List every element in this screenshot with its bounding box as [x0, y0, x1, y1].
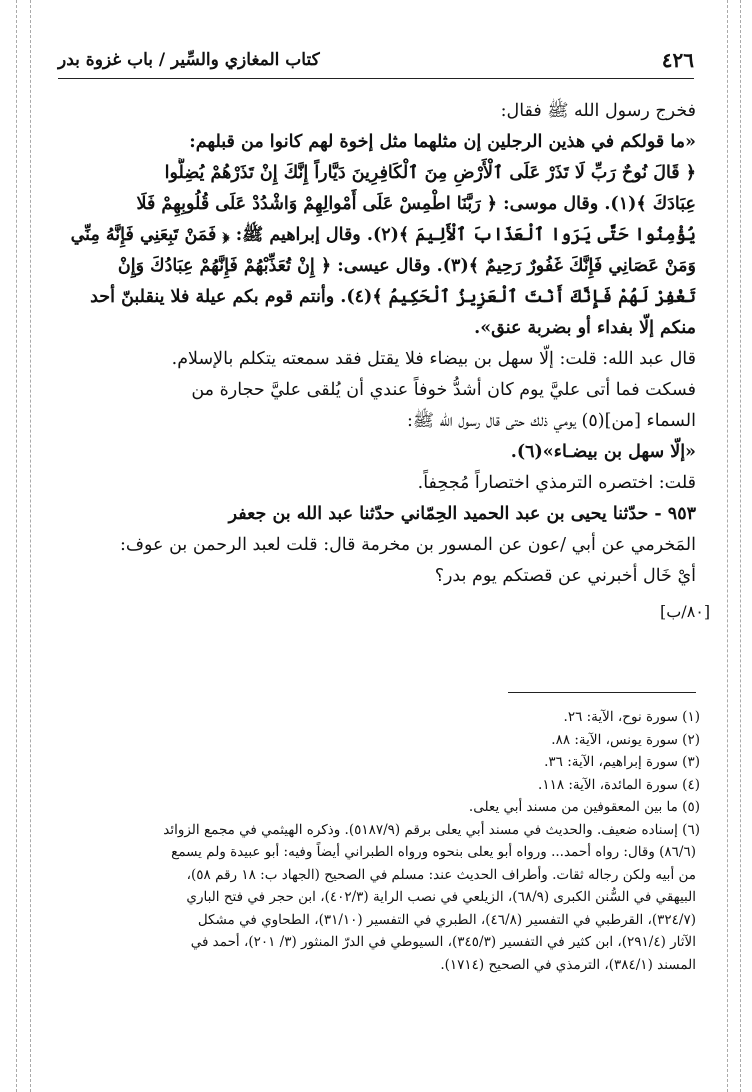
text-line: ﴿ قَالَ نُوحٌ رَبِّ لَا تَذَرْ عَلَى ٱلْأَرْضِ مِنَ ٱلْكَافِرِينَ دَيَّاراً إِنَّكَ إِنْ تَذَرْهُمْ يُضِلُّوا — [164, 163, 696, 183]
footnote-continuation: الآثار (٢٩١/٤)، ابن كثير في التفسير (٣٤٥/٣)، السيوطي في الدرّ المنثور (٣/ ٢٠١)، أحمد في — [190, 934, 696, 950]
scan-guide-line — [30, 0, 31, 1092]
footnote: (٥) ما بين المعقوفين من مسند أبي يعلى. — [468, 799, 700, 815]
text-line: السماء [من](٥) يومي ذلك حتى قال رسول الله ﷺ: — [407, 411, 696, 431]
text-line: وَمَنْ عَصَانِي فَإِنَّكَ غَفُورٌ رَحِيمٌ ﴾(٣). وقال عيسى: ﴿ إِنْ تُعَذِّبْهُمْ فَإِنَّهُمْ عِبَادُكَ وَإِنْ — [117, 256, 696, 276]
page-number: ٤٢٦ — [661, 48, 694, 72]
text-line: عِبَادَكَ ﴾(١). وقال موسى: ﴿ رَبَّنَا اطْمِسْ عَلَى أَمْوالِهِمْ وَاشْدُدْ عَلَى قُلُوبِهِمْ فَلَا — [136, 194, 696, 214]
text-line: منكم إلّا بفداء أو بضربة عنق». — [474, 318, 696, 338]
footnote: (٤) سورة المائدة، الآية: ١١٨. — [538, 776, 700, 793]
footnote: (١) سورة نوح، الآية: ٢٦. — [563, 709, 700, 725]
running-title: كتاب المغازي والسِّير / باب غزوة بدر — [58, 50, 320, 70]
page-header — [58, 48, 694, 79]
scan-guide-line — [740, 0, 741, 1092]
footnote-separator — [508, 692, 696, 693]
footnote-continuation: المسند (٣٨٤/١)، الترمذي في الصحيح (١٧١٤). — [440, 956, 696, 973]
manuscript-folio-ref: [٨٠/ب] — [660, 602, 711, 621]
footnote-continuation: من أبيه ولكن رجاله ثقات. وأطراف الحديث عند: مسلم في الصحيح (الجهاد ب: ١٨ رقم ٥٨)، — [186, 866, 696, 883]
text-line: «ما قولكم في هذين الرجلين إن مثلهما مثل إخوة لهم كانوا من قبلهم: — [189, 132, 696, 152]
scan-guide-line — [16, 0, 17, 1092]
hadith-number-line: ٩٥٣ - حدّثنا يحيى بن عبد الحميد الحِمّاني حدّثنا عبد الله بن جعفر — [228, 504, 696, 524]
footnote: (٦) إسناده ضعيف. والحديث في مسند أبي يعلى برقم (٥١٨٧/٩). وذكره الهيثمي في مجمع الزوائد — [163, 821, 700, 838]
footnotes — [60, 706, 700, 976]
text-line: فسكت فما أتى عليَّ يوم كان أشدُّ خوفاً عندي أن يُلقى عليَّ حجارة من — [191, 380, 696, 400]
footnote-continuation: (٨٦/٦) وقال: رواه أحمد... ورواه أبو يعلى بنحوه ورواه الطبراني أيضاً وفيه: أبو عبيدة ولم يسمع — [171, 844, 696, 860]
text-line: تَغْفِرْ لَهُمْ فَإِنَّكَ أَنْتَ ٱلْعَزِيزُ ٱلْحَكِيمُ ﴾(٤). وأنتم قوم بكم عيلة فلا ينقلبنّ أحد — [90, 287, 696, 307]
text-line: المَخرمي عن أبي /عون عن المسور بن مخرمة قال: قلت لعبد الرحمن بن عوف: — [119, 535, 696, 555]
text-line: أيْ خَال أخبرني عن قصتكم يوم بدر؟ — [434, 566, 696, 586]
footnote-continuation: (٣٢٤/٧)، القرطبي في التفسير (٤٦/٨)، الطبري في التفسير (٣١/١٠)، الطحاوي في مشكل — [197, 911, 696, 928]
footnote: (٢) سورة يونس، الآية: ٨٨. — [551, 731, 700, 748]
text-line: يُؤْمِنُوا حَتَّى يَرَوا ٱلْعَذَابَ ٱلْأَلِيمَ ﴾(٢). وقال إبراهيم ﷺ: ﴿ فَمَنْ تَبِعَنِي فَإِنَّهُ مِنِّي — [70, 225, 696, 245]
text-line: قال عبد الله: قلت: إلّا سهل بن بيضاء فلا يقتل فقد سمعته يتكلم بالإسلام. — [171, 349, 696, 369]
footnote-continuation: البيهقي في السُّنن الكبرى (٦٨/٩)، الزيلعي في نصب الراية (٤٠٢/٣)، ابن حجر في فتح الباري — [186, 889, 696, 905]
text-line: فخرج رسول الله ﷺ فقال: — [500, 101, 696, 121]
text-line: قلت: اختصره الترمذي اختصاراً مُجحِفاً. — [417, 473, 696, 493]
main-text — [60, 96, 696, 592]
footnote: (٣) سورة إبراهيم، الآية: ٣٦. — [544, 754, 700, 770]
text-line: «إلّا سهل بن بيضـاء»(٦). — [510, 442, 696, 462]
scan-guide-line — [727, 0, 728, 1092]
